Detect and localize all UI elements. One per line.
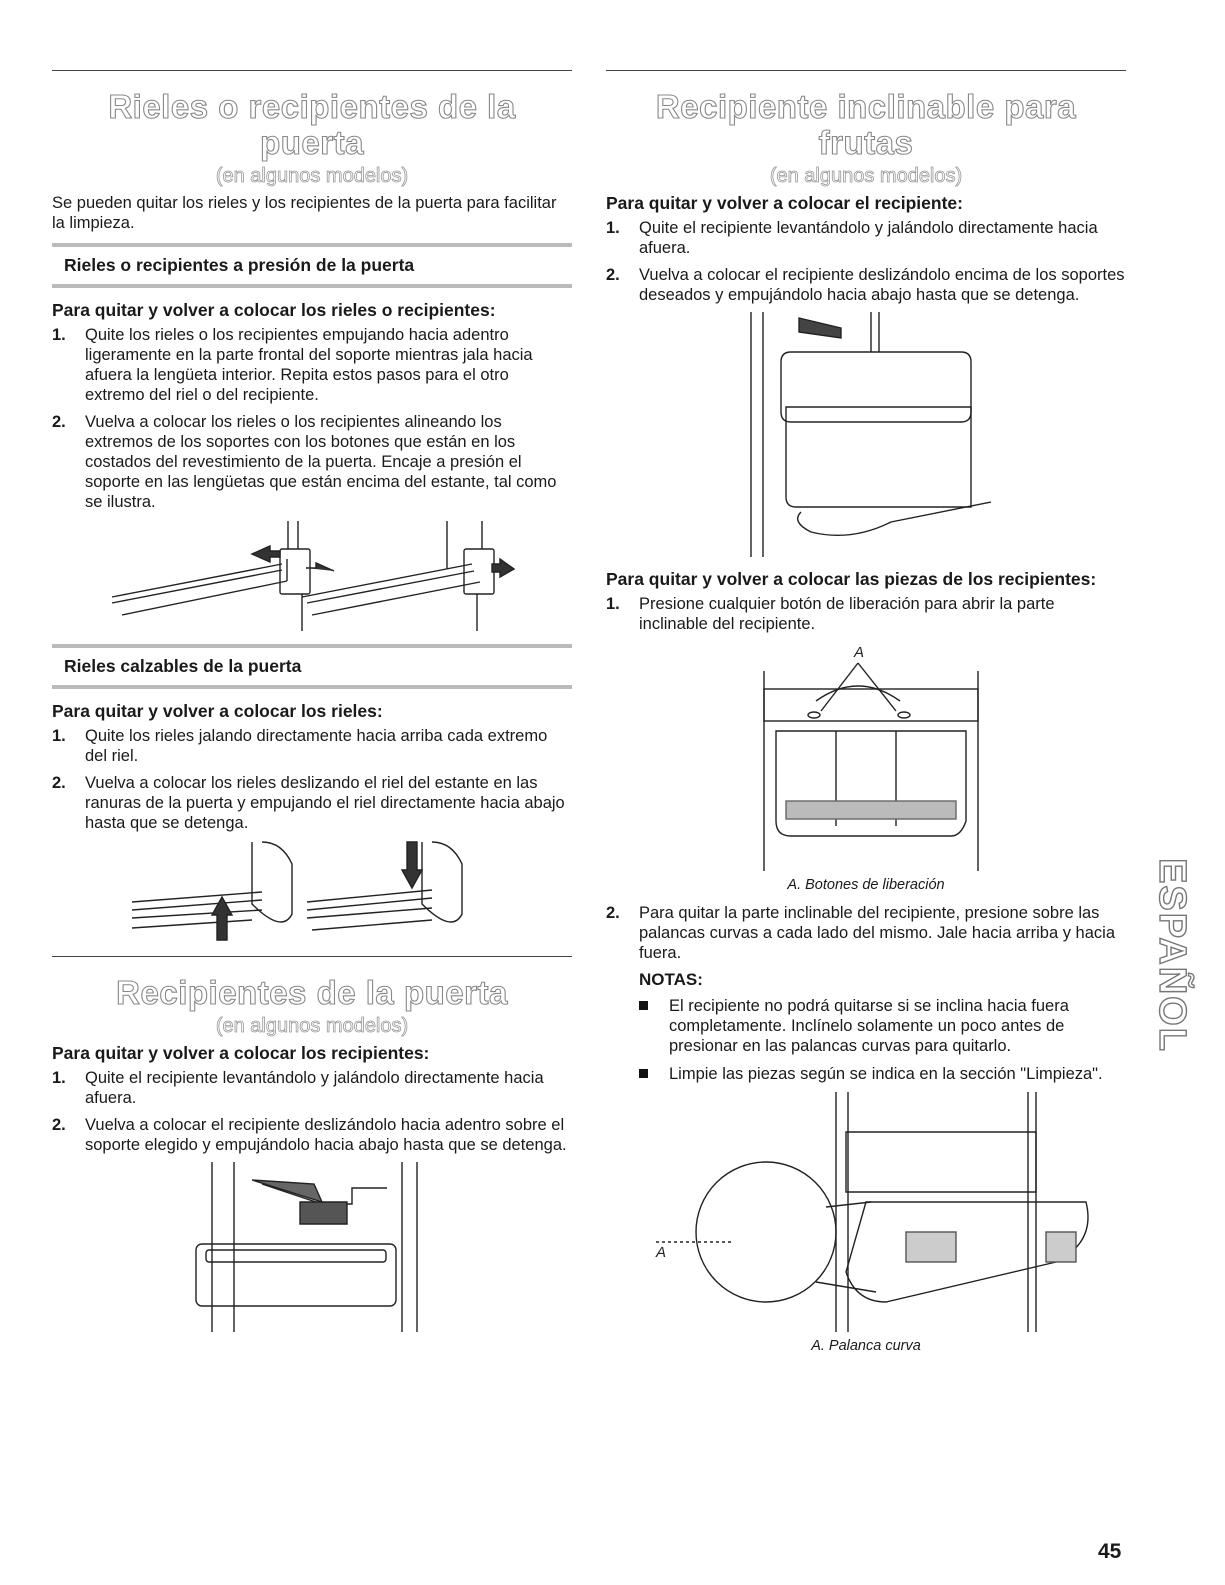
step-number: 2. <box>52 774 66 792</box>
step-text: Quite los rieles o los recipientes empujando hacia adentro ligeramente en la parte frontal del soporte mientras jala hacia afuera la lengüeta interior. Repita estos pasos para el otro extremo del riel o del recipiente. <box>85 326 533 404</box>
steps-list <box>52 1068 572 1155</box>
intro-paragraph: Se pueden quitar los rieles y los recipientes de la puerta para facilitar la limpieza. <box>52 194 557 232</box>
step-number: 1. <box>606 595 620 613</box>
step-item <box>52 1068 572 1108</box>
rail-press-illustration <box>102 519 522 634</box>
step-text: Quite el recipiente levantándolo y jalándolo directamente hacia afuera. <box>85 1069 544 1107</box>
notes-label: NOTAS: <box>639 970 703 989</box>
figure-caption: A. Palanca curva <box>811 1338 921 1354</box>
section-rule <box>52 956 572 957</box>
note-text: Limpie las piezas según se indica en la sección "Limpieza". <box>669 1065 1103 1083</box>
step-text: Presione cualquier botón de liberación para abrir la parte inclinable del recipiente. <box>639 595 1055 633</box>
figure-caption: A. Botones de liberación <box>787 877 945 893</box>
step-text: Quite el recipiente levantándolo y jalándolo directamente hacia afuera. <box>639 219 1098 257</box>
section-subtitle: (en algunos modelos) <box>215 1015 409 1037</box>
step-number: 2. <box>52 1116 66 1134</box>
section-title: Recipiente inclinable para frutas <box>655 88 1077 161</box>
section-subtitle: (en algunos modelos) <box>769 165 963 187</box>
bullet-square-icon <box>639 1069 648 1078</box>
page-number: 45 <box>1098 1540 1122 1563</box>
note-item <box>639 996 1126 1056</box>
step-text: Vuelva a colocar los rieles o los recipientes alineando los extremos de los soportes con los botones que están en los costados del revestimiento de la puerta. Encaje a presión el soporte en las lengüetas que están encima del estante, tal como se ilustra. <box>85 413 557 511</box>
note-item <box>639 1064 1126 1084</box>
step-text: Vuelva a colocar el recipiente deslizándolo encima de los soportes deseados y empujándolo hacia abajo hasta que se detenga. <box>639 266 1125 304</box>
step-text: Vuelva a colocar los rieles deslizando el riel del estante en las ranuras de la puerta y empujando el riel directamente hacia abajo hasta que se detenga. <box>85 774 565 832</box>
figure-label-a: A <box>656 1244 667 1261</box>
steps-list <box>606 594 1126 634</box>
section-subtitle: (en algunos modelos) <box>215 165 409 187</box>
left-column <box>52 70 572 1338</box>
rail-slide-illustration <box>132 840 492 950</box>
steps-heading: Para quitar y volver a colocar los rieles: <box>52 701 383 721</box>
section-rule <box>606 70 1126 71</box>
step-item <box>52 1115 572 1155</box>
figure-label-a: A <box>854 644 865 661</box>
step-item <box>52 726 572 766</box>
language-side-tab <box>1150 830 1192 1080</box>
step-text: Para quitar la parte inclinable del recipiente, presione sobre las palancas curvas a cada lado del mismo. Jale hacia arriba y hacia fuera. <box>639 904 1116 962</box>
steps-list <box>52 726 572 833</box>
step-number: 2. <box>606 266 620 284</box>
steps-heading: Para quitar y volver a colocar el recipiente: <box>606 193 963 213</box>
right-column <box>606 70 1126 1364</box>
step-item <box>606 218 1126 258</box>
section-title: Recipientes de la puerta <box>116 974 508 1011</box>
subsection-banner: Rieles calzables de la puerta <box>52 644 572 689</box>
step-number: 1. <box>52 1069 66 1087</box>
section-title: Rieles o recipientes de la puerta <box>108 88 516 161</box>
door-bin-illustration <box>192 1162 432 1332</box>
section-rule <box>52 70 572 71</box>
crisper-bin-illustration <box>741 312 991 557</box>
step-number: 2. <box>606 904 620 922</box>
note-text: El recipiente no podrá quitarse si se inclina hacia fuera completamente. Inclínelo solamente un poco antes de presionar en las palancas curvas para quitarlo. <box>669 997 1069 1055</box>
subsection-banner: Rieles o recipientes a presión de la puerta <box>52 243 572 288</box>
notes-list <box>606 996 1126 1084</box>
bullet-square-icon <box>639 1001 648 1010</box>
step-number: 1. <box>52 727 66 745</box>
steps-heading: Para quitar y volver a colocar las piezas de los recipientes: <box>606 569 1097 589</box>
step-item <box>606 594 1126 634</box>
steps-list <box>606 903 1126 963</box>
step-item <box>606 265 1126 305</box>
step-number: 1. <box>606 219 620 237</box>
step-item <box>52 773 572 833</box>
step-item <box>52 412 572 512</box>
step-number: 2. <box>52 413 66 431</box>
steps-heading: Para quitar y volver a colocar los recipientes: <box>52 1043 430 1063</box>
step-item <box>606 903 1126 963</box>
release-buttons-illustration <box>746 641 986 871</box>
curved-lever-illustration <box>636 1092 1096 1332</box>
step-number: 1. <box>52 326 66 344</box>
step-item <box>52 325 572 405</box>
step-text: Vuelva a colocar el recipiente deslizándolo hacia adentro sobre el soporte elegido y empujándolo hacia abajo hasta que se detenga. <box>85 1116 567 1154</box>
language-tab-label: ESPAÑOL <box>1150 857 1193 1053</box>
steps-heading: Para quitar y volver a colocar los rieles o recipientes: <box>52 300 496 320</box>
step-text: Quite los rieles jalando directamente hacia arriba cada extremo del riel. <box>85 727 548 765</box>
steps-list <box>52 325 572 512</box>
steps-list <box>606 218 1126 305</box>
